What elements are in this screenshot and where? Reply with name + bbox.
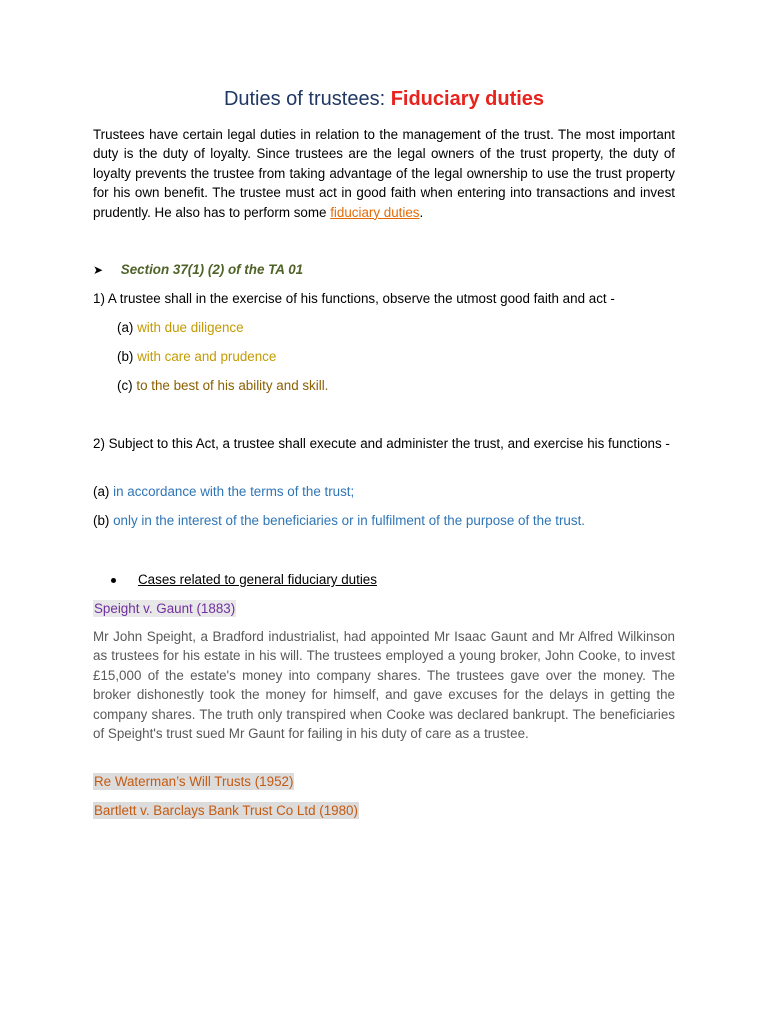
- cases-heading-row: [111, 570, 377, 589]
- intro-end: .: [419, 204, 424, 220]
- case2-title: Re Waterman’s Will Trusts (1952): [94, 774, 294, 789]
- arrow-bullet-icon: ➤: [93, 263, 104, 277]
- clause1-item-b: [117, 347, 276, 366]
- case1-title-row: [93, 599, 236, 618]
- clause1-item-a-text: with due diligence: [137, 320, 244, 335]
- page-title: [93, 88, 675, 111]
- title-highlight: Fiduciary duties: [390, 88, 545, 110]
- clause1-item-c-text: to the best of his ability and skill.: [136, 378, 329, 393]
- clause1-item-b-text: with care and prudence: [137, 349, 277, 364]
- clause2-item-b-label: (b): [93, 513, 110, 528]
- intro-paragraph: [93, 125, 675, 222]
- section-heading: Section 37(1) (2) of the TA 01: [120, 262, 304, 277]
- clause2-intro: 2) Subject to this Act, a trustee shall execute and administer the trust, and exercise his functions -: [93, 436, 670, 451]
- title-plain: Duties of trustees:: [223, 88, 391, 110]
- clause2-item-b-text: only in the interest of the beneficiaries or in fulfilment of the purpose of the trust.: [113, 513, 586, 528]
- clause2-item-a: [93, 482, 354, 501]
- fiduciary-duties-link[interactable]: fiduciary duties: [330, 204, 420, 220]
- cases-heading: Cases related to general fiduciary duties: [138, 572, 377, 587]
- case3-title: Bartlett v. Barclays Bank Trust Co Ltd (1980): [94, 803, 358, 818]
- clause1-item-c: [117, 376, 328, 395]
- clause1-item-a: [117, 318, 244, 337]
- clause2-item-b: [93, 511, 585, 530]
- clause2-item-a-label: (a): [93, 484, 110, 499]
- clause1-item-a-label: (a): [117, 320, 134, 335]
- clause2-item-a-text: in accordance with the terms of the trust;: [113, 484, 355, 499]
- clause1-intro: 1) A trustee shall in the exercise of his functions, observe the utmost good faith and act -: [93, 291, 615, 306]
- case3-title-row: [93, 801, 359, 820]
- bullet-dot-icon: [111, 578, 116, 583]
- clause1-item-c-label: (c): [117, 378, 133, 393]
- section-heading-row: [93, 260, 303, 280]
- case1-text: Mr John Speight, a Bradford industrialist, had appointed Mr Isaac Gaunt and Mr Alfred Wilkinson as trustees for his estate in his will. The trustees employed a young broker, John Cooke, to invest £15,000 of the estate's money into company shares. The trustees gave over the money. The broker dishonestly took the money for himself, and gave excuses for the delays in getting the company shares. The truth only transpired when Cooke was declared bankrupt. The beneficiaries of Speight's trust sued Mr Gaunt for failing in his duty of care as a trustee.: [93, 629, 675, 742]
- intro-text: Trustees have certain legal duties in relation to the management of the trust. The most important duty is the duty of loyalty. Since trustees are the legal owners of the trust property, the duty of loyalty prevents the trustee from taking advantage of the legal ownership to use the trust property for his own benefit. The trustee must act in good faith when entering into transactions and invest prudently. He also has to perform some: [93, 127, 675, 220]
- clause1-item-b-label: (b): [117, 349, 134, 364]
- case2-title-row: [93, 772, 294, 791]
- case1-title: Speight v. Gaunt (1883): [94, 601, 236, 616]
